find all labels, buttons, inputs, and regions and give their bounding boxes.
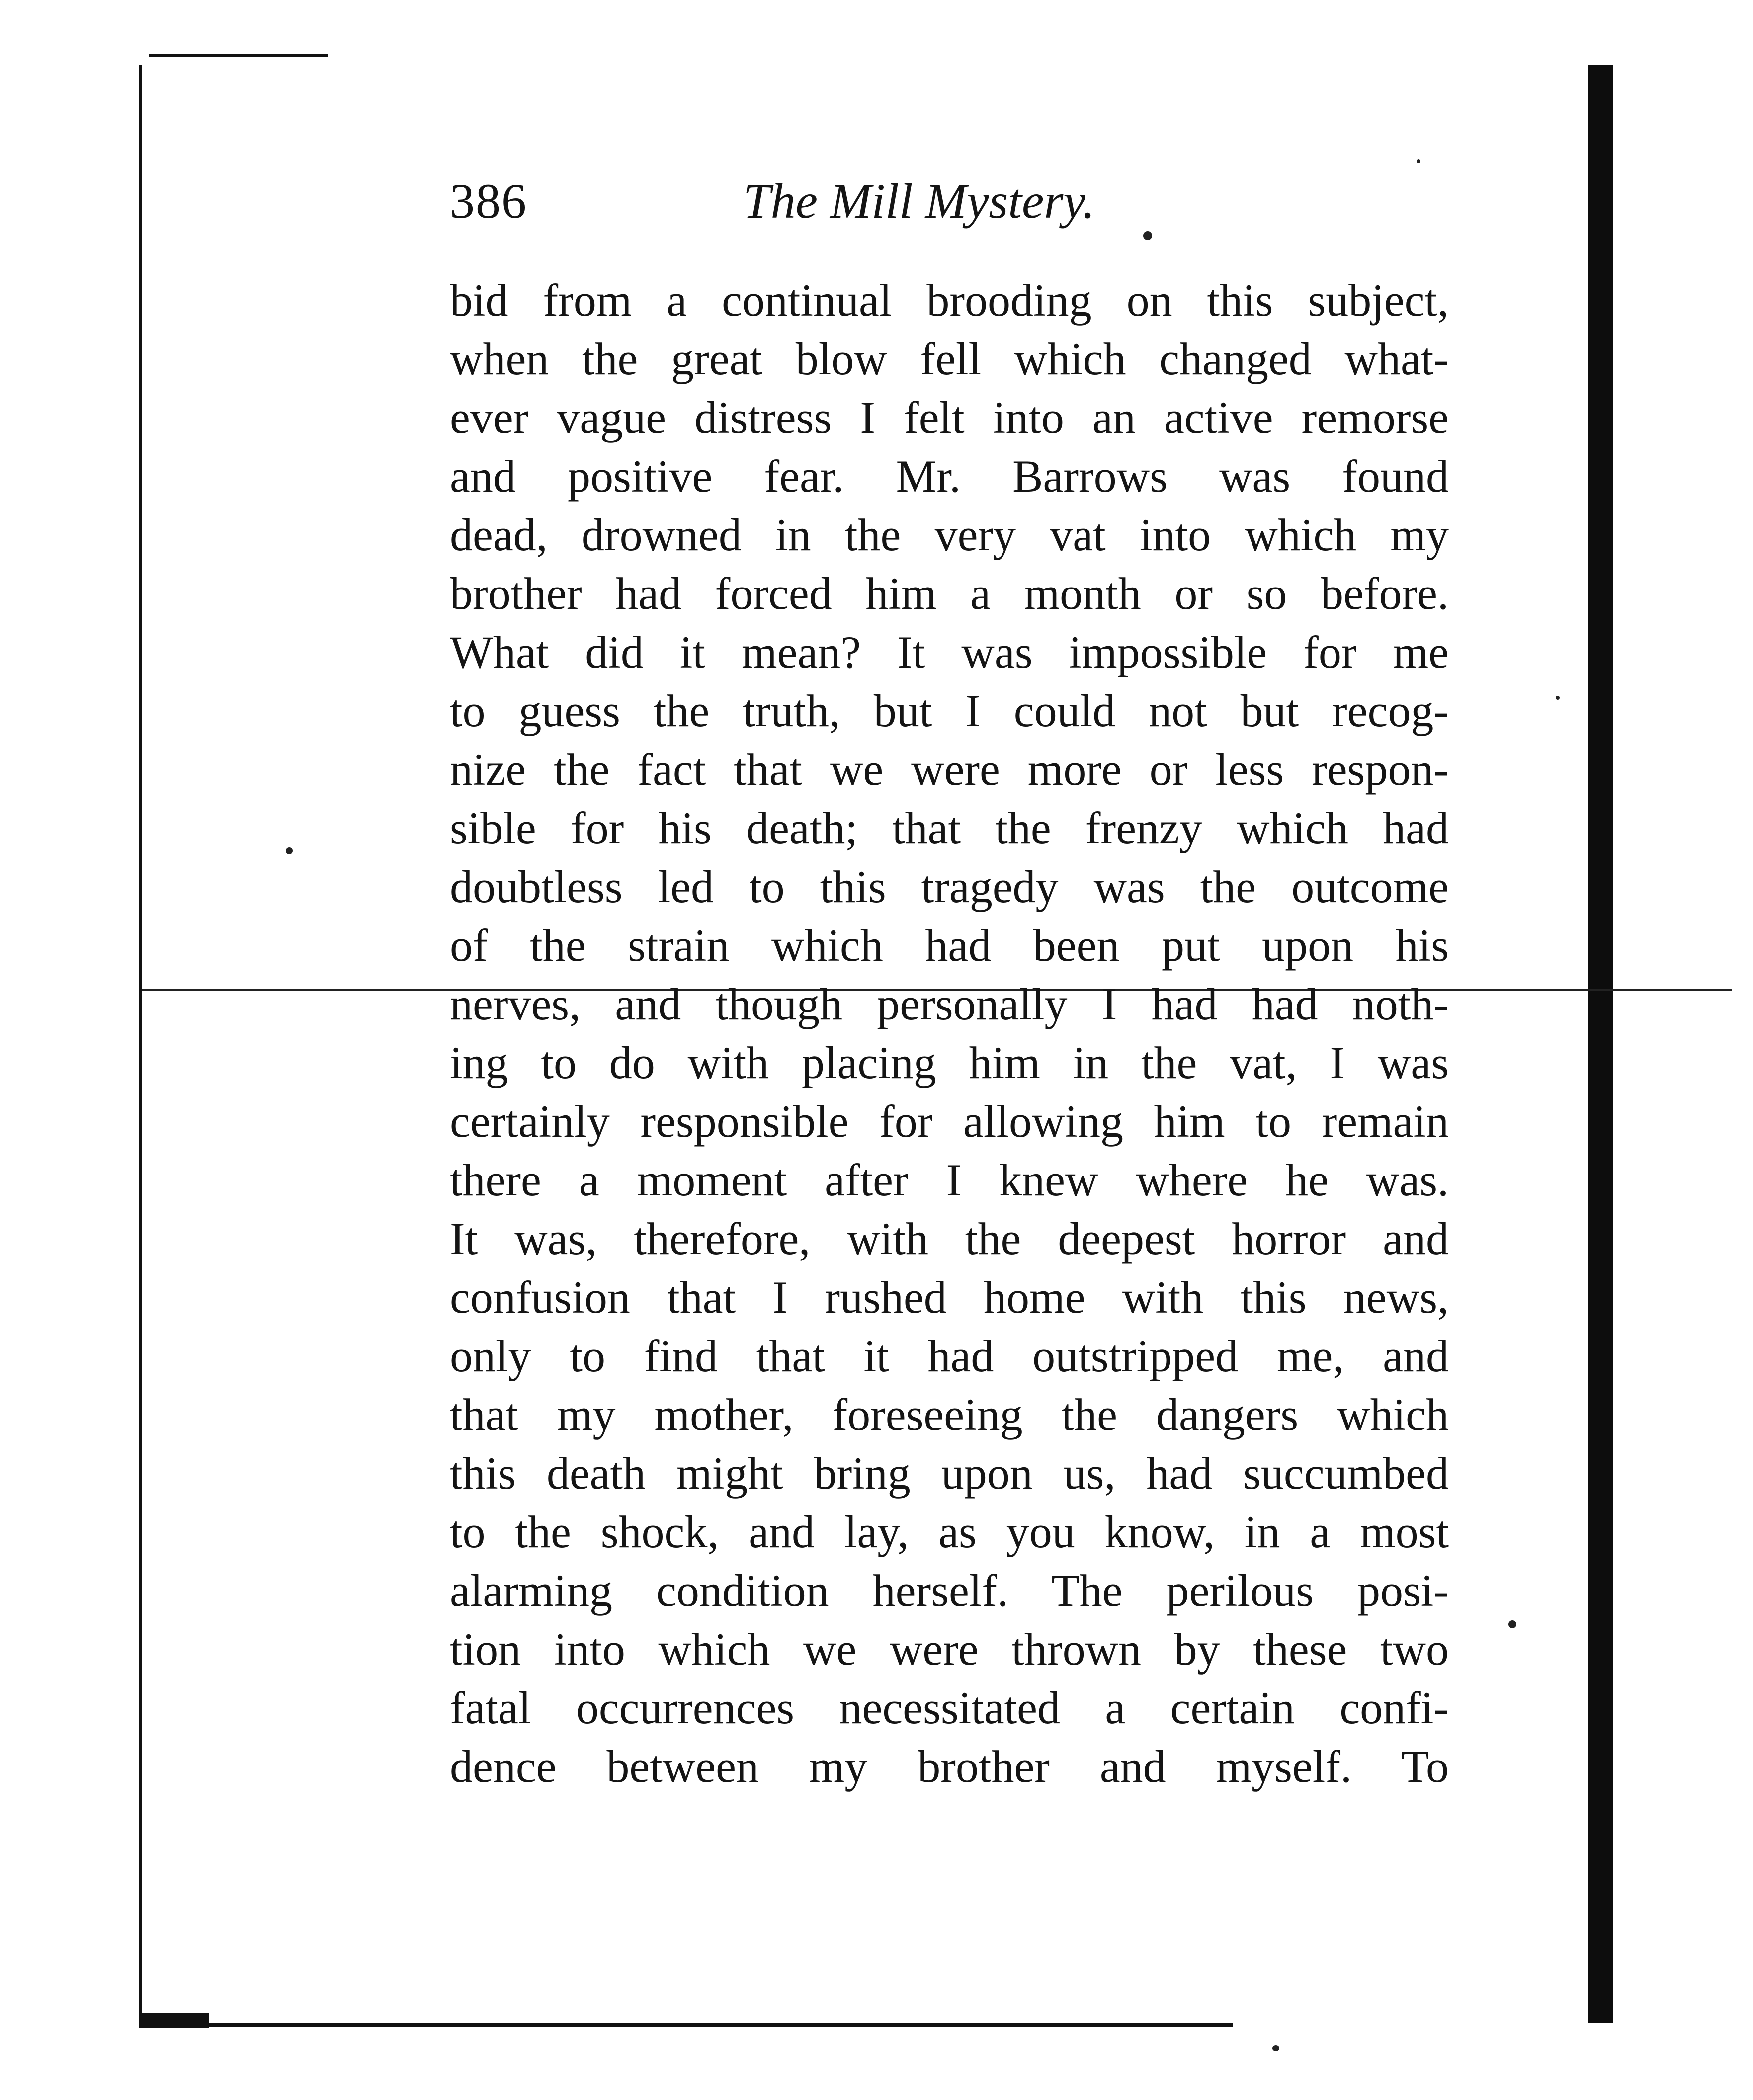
text-line: nize the fact that we were more or less respon- (450, 744, 1449, 795)
text-line: tion into which we were thrown by these two (450, 1624, 1449, 1675)
dust-speck (1508, 1620, 1516, 1628)
top-left-scan-edge (149, 54, 328, 57)
dust-speck (286, 847, 293, 854)
text-line: this death might bring upon us, had succumbed (450, 1448, 1449, 1499)
text-line: there a moment after I knew where he was. (450, 1155, 1449, 1205)
text-line: sible for his death; that the frenzy which had (450, 803, 1449, 853)
text-line: certainly responsible for allowing him to remain (450, 1096, 1449, 1147)
text-line: and positive fear. Mr. Barrows was found (450, 451, 1449, 502)
text-line: ing to do with placing him in the vat, I was (450, 1037, 1449, 1088)
text-line: to guess the truth, but I could not but recog- (450, 685, 1449, 736)
text-line: to the shock, and lay, as you know, in a most (450, 1507, 1449, 1557)
text-line: confusion that I rushed home with this news, (450, 1272, 1449, 1323)
text-line: fatal occurrences necessitated a certain confi- (450, 1682, 1449, 1733)
running-head (450, 164, 1449, 239)
text-line: only to find that it had outstripped me, and (450, 1331, 1449, 1381)
text-line: of the strain which had been put upon his (450, 920, 1449, 971)
bottom-left-corner-mark (139, 2013, 209, 2028)
right-scan-edge (1588, 65, 1613, 2023)
page-number: 386 (450, 173, 527, 229)
left-scan-edge (139, 65, 142, 2028)
dust-speck (1272, 2045, 1279, 2051)
text-line: doubtless led to this tragedy was the outcome (450, 861, 1449, 912)
body-text (450, 271, 1449, 1796)
text-line: brother had forced him a month or so before. (450, 568, 1449, 619)
text-line: What did it mean? It was impossible for me (450, 627, 1449, 677)
text-line: ever vague distress I felt into an active remorse (450, 392, 1449, 443)
bottom-scan-edge (139, 2023, 1233, 2027)
text-line: that my mother, foreseeing the dangers which (450, 1389, 1449, 1440)
text-line: dence between my brother and myself. To (450, 1741, 1449, 1792)
dust-speck (1556, 696, 1560, 700)
text-line: nerves, and though personally I had had noth- (450, 979, 1449, 1029)
text-line: dead, drowned in the very vat into which my (450, 509, 1449, 560)
text-line: bid from a continual brooding on this subject, (450, 275, 1449, 326)
dust-speck (1417, 159, 1420, 163)
text-line: alarming condition herself. The perilous posi- (450, 1565, 1449, 1616)
text-line: when the great blow fell which changed what- (450, 334, 1449, 384)
running-title: The Mill Mystery. (743, 173, 1095, 229)
text-line: It was, therefore, with the deepest horror and (450, 1213, 1449, 1264)
